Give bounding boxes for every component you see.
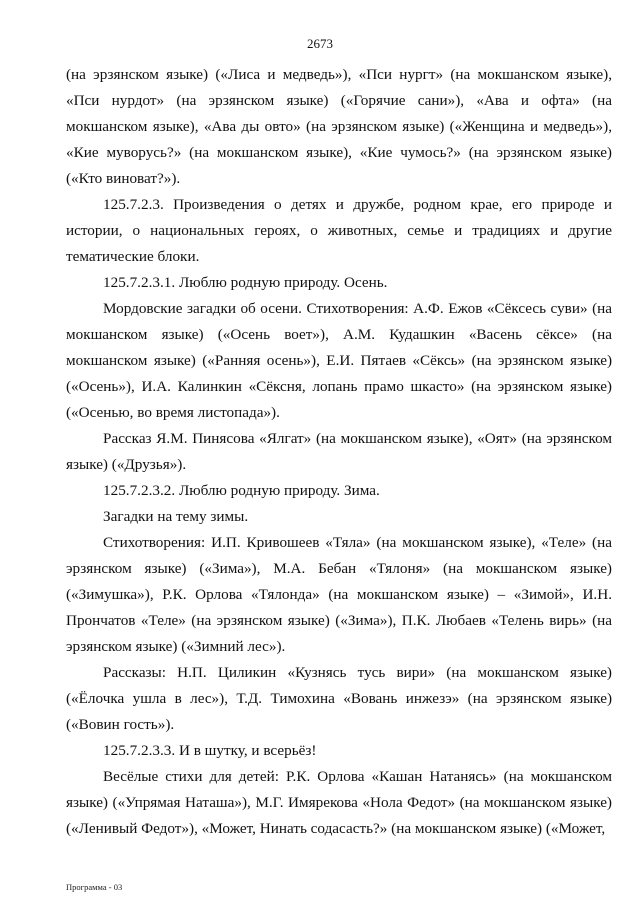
footer-label: Программа - 03 [66, 882, 123, 892]
paragraph-autumn-poems: Мордовские загадки об осени. Стихотворения: А.Ф. Ежов «Сёксесь суви» (на мокшанском языке) («Осень воет»), А.М. Кудашкин «Васень сёксе» (на мокшанском языке) («Ранняя осень»), Е.И. Пятаев «Сёксь» (на эрзянском языке) («Осень»), И.А. Калинкин «Сёксня, лопань прамо шкасто» (на эрзянском языке) («Осенью, во время листопада»). [66, 300, 612, 421]
paragraph-section-125-7-2-3-3: 125.7.2.3.3. И в шутку, и всерьёз! [103, 742, 317, 759]
paragraph-winter-stories: Рассказы: Н.П. Циликин «Кузнясь тусь вири» (на мокшанском языке) («Ёлочка ушла в лес»), Т.Д. Тимохина «Вовань инжезэ» (на эрзянском языке) («Вовин гость»). [66, 664, 612, 733]
paragraph-section-125-7-2-3-2: 125.7.2.3.2. Люблю родную природу. Зима. [103, 482, 380, 499]
paragraph-autumn-story: Рассказ Я.М. Пинясова «Ялгат» (на мокшанском языке), «Оят» (на эрзянском языке) («Друзья»). [66, 430, 612, 473]
paragraph-section-125-7-2-3-1: 125.7.2.3.1. Люблю родную природу. Осень. [103, 274, 388, 291]
paragraph-winter-poems: Стихотворения: И.П. Кривошеев «Тяла» (на мокшанском языке), «Теле» (на эрзянском языке) («Зима»), М.А. Бебан «Тялоня» (на мокшанском языке) («Зимушка»), Р.К. Орлова «Тялонда» (на мокшанском языке) – «Зимой», И.Н. Прончатов «Теле» (на эрзянском языке) («Зима»), П.К. Любаев «Телень вирь» (на эрзянском языке) («Зимний лес»). [66, 534, 612, 655]
document-body [66, 62, 612, 842]
paragraph-funny-poems: Весёлые стихи для детей: Р.К. Орлова «Кашан Натанясь» (на мокшанском языке) («Упрямая Наташа»), М.Г. Имярекова «Нола Федот» (на мокшанском языке) («Ленивый Федот»), «Может, Нинать содасасть?» (на мокшанском языке) («Может, [66, 768, 612, 837]
paragraph-winter-riddles: Загадки на тему зимы. [103, 508, 249, 525]
paragraph-section-125-7-2-3: 125.7.2.3. Произведения о детях и дружбе, родном крае, его природе и истории, о национальных героях, о животных, семье и традициях и другие тематические блоки. [66, 196, 612, 265]
paragraph-1: (на эрзянском языке) («Лиса и медведь»), «Пси нургт» (на мокшанском языке), «Пси нурдот» (на эрзянском языке) («Горячие сани»), «Ава и офта» (на мокшанском языке), «Ава ды овто» (на эрзянском языке) («Женщина и медведь»), «Кие муворусь?» (на мокшанском языке), «Кие чумось?» (на эрзянском языке) («Кто виноват?»). [66, 66, 612, 187]
page-number: 2673 [307, 36, 333, 51]
